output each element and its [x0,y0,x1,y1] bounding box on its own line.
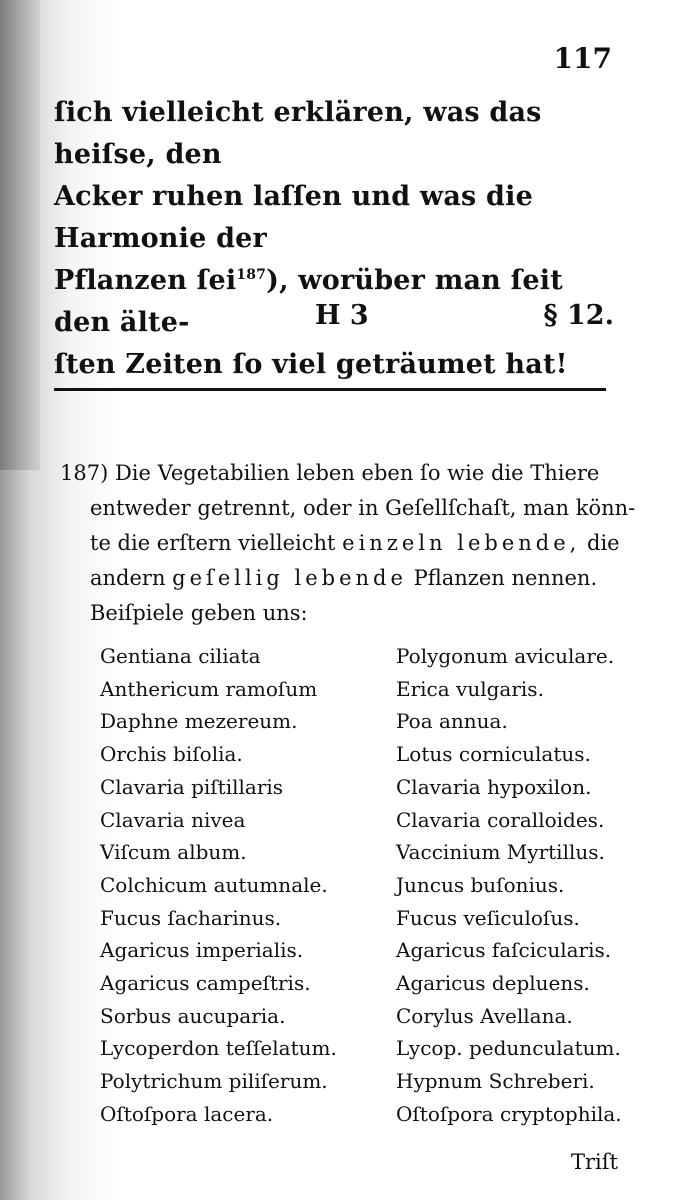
species-item: Erica vulgaris. [396,676,544,701]
species-item: Clavaria piſtillaris [100,774,284,799]
signature-mark: H 3 [315,300,369,331]
species-item: Agaricus campeſtris. [100,971,311,996]
body-line-3-end: ), worüber man ſeit den älte- [54,265,563,338]
species-item: Fucus ſacharinus. [100,905,282,930]
species-item: Clavaria hypoxilon. [396,774,592,799]
species-list-right [396,640,622,1131]
footnote-marker: 187) [60,461,109,485]
footnote-line-1 [60,456,620,491]
species-item: Lycop. pedunculatum. [396,1036,621,1061]
footnote-line-2: entweder getrennt, oder in Geſellſchaſt, man könn- [90,496,636,520]
species-item: Colchicum autumnale. [100,872,328,897]
species-item: Lotus corniculatus. [396,742,591,767]
footnote-line-1-text: Die Vegetabilien leben eben ſo wie die Thiere [114,461,600,485]
species-item: Daphne mezereum. [100,709,298,734]
species-item: Clavaria coralloides. [396,807,605,832]
footnote-line-4a: andern [90,566,166,590]
species-item: Polytrichum piliſerum. [100,1069,328,1094]
footnote-line-5: Beiſpiele geben uns: [90,601,308,625]
body-line-1: ſich vielleicht erklären, was das heiſse, den [54,97,542,170]
species-item: Lycoperdon teſſelatum. [100,1036,337,1061]
book-spine-shadow [0,0,40,470]
footnote-line-4 [60,561,620,596]
species-item: Poa annua. [396,709,508,734]
species-item: Anthericum ramoſum [100,676,318,701]
species-item: Polygonum aviculare. [396,644,615,668]
body-line-4: ſten Zeiten ſo viel geträumet hat! [54,349,568,380]
footnote-line-3a: te die erſtern vielleicht [90,531,336,555]
species-item: Fucus veſiculoſus. [396,905,580,930]
body-line-3-start: Pflanzen ſei [54,265,237,296]
species-item: Oſtoſpora lacera. [100,1101,274,1126]
footnote-line-4b: geſellig lebende [172,566,407,590]
species-item: Clavaria nivea [100,807,246,832]
species-item: Juncus buſonius. [396,872,565,897]
page-number: 117 [553,42,612,75]
footnote-line-3b: einzeln lebende, [342,531,581,555]
footnote-divider [54,388,606,391]
footnote-reference: 187 [236,267,267,283]
main-body-text [54,92,624,386]
species-list-left [100,640,337,1131]
species-item: Agaricus imperialis. [100,938,304,963]
species-item: Viſcum album. [100,840,247,865]
species-item: Orchis biſolia. [100,742,243,767]
species-item: Agaricus depluens. [396,971,590,996]
footnote-line-3 [60,526,620,561]
footnote-line-4c: Pflanzen nennen. [413,566,598,590]
species-item: Gentiana ciliata [100,644,261,668]
catchword: § 12. [543,300,614,331]
species-item: Vaccinium Myrtillus. [396,840,605,865]
species-item: Oſtoſpora cryptophila. [396,1101,622,1126]
species-item: Agaricus faſcicularis. [396,938,612,963]
species-item: Corylus Avellana. [396,1003,573,1028]
trailing-catchword: Triſt [571,1150,618,1174]
species-item: Sorbus aucuparia. [100,1003,286,1028]
body-line-2: Acker ruhen laſſen und was die Harmonie der [54,181,533,254]
species-item: Hypnum Schreberi. [396,1069,595,1094]
footnote [60,456,636,631]
footnote-line-3c: die [587,531,620,555]
